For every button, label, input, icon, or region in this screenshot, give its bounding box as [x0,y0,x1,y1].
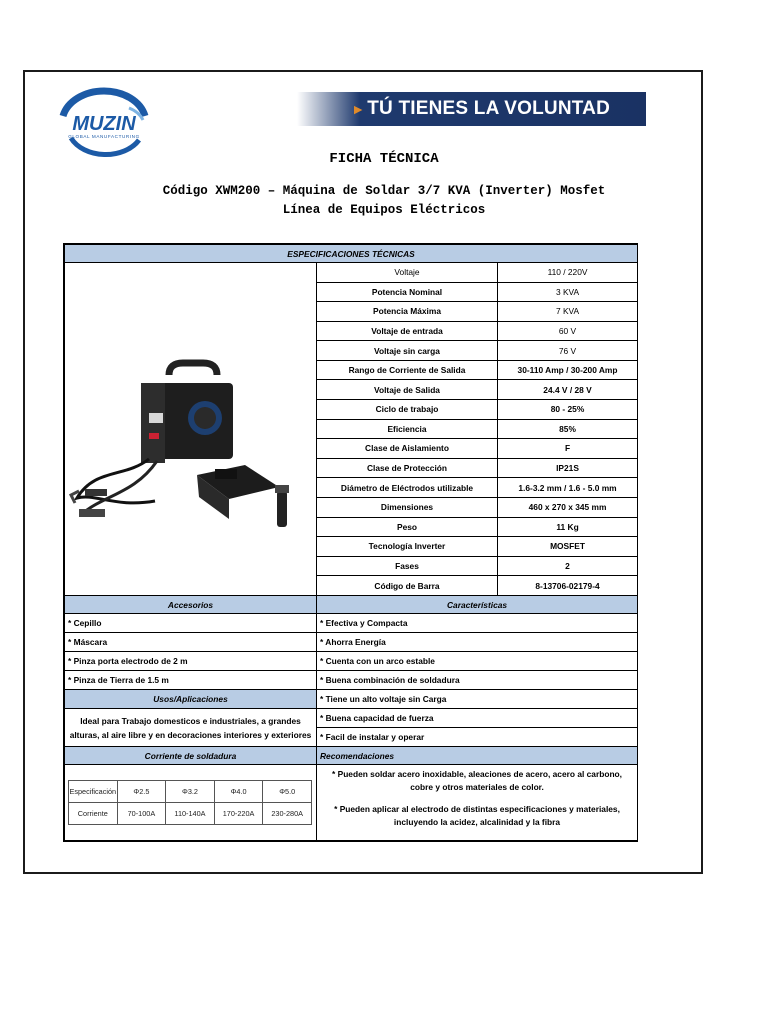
recomendaciones-header: Recomendaciones [317,747,638,765]
spec-label: Clase de Aislamiento [317,439,498,459]
corriente-cell: Corriente [69,803,118,825]
spec-value: 76 V [498,341,638,361]
spec-value: IP21S [498,458,638,478]
spec-value: 1.6-3.2 mm / 1.6 - 5.0 mm [498,478,638,498]
spec-label: Código de Barra [317,576,498,596]
spec-value: 80 - 25% [498,400,638,420]
accesorio-item: * Pinza porta electrodo de 2 m [65,652,317,671]
spec-label: Tecnología Inverter [317,537,498,557]
caracteristica-item: * Ahorra Energía [317,633,638,652]
spec-sheet [63,243,638,842]
spec-label: Fases [317,556,498,576]
spec-label: Clase de Protección [317,458,498,478]
spec-label: Voltaje de entrada [317,321,498,341]
corriente-cell: Φ2.5 [117,781,166,803]
spec-label: Voltaje de Salida [317,380,498,400]
spec-value: 7 KVA [498,302,638,322]
usos-text: Ideal para Trabajo domesticos e industriales, a grandes alturas, al aire libre y en decoraciones interiores y exteriores [65,709,317,747]
spec-label: Voltaje [317,263,498,283]
spec-value: 460 x 270 x 345 mm [498,497,638,517]
spec-value: 8-13706-02179-4 [498,576,638,596]
slogan-banner [297,92,646,126]
spec-label: Ciclo de trabajo [317,400,498,420]
corriente-cell: 170-220A [214,803,263,825]
usos-header: Usos/Aplicaciones [65,690,317,709]
corriente-cell: Φ5.0 [263,781,312,803]
spec-label: Dimensiones [317,497,498,517]
recomendaciones-cell [317,765,638,841]
spec-label: Peso [317,517,498,537]
caracteristica-item: * Tiene un alto voltaje sin Carga [317,690,638,709]
specs-header: ESPECIFICACIONES TÉCNICAS [65,245,638,263]
spec-label: Rango de Corriente de Salida [317,360,498,380]
corriente-table [68,780,312,825]
document-title: FICHA TÉCNICA [329,151,439,167]
product-line: Línea de Equipos Eléctricos [282,203,486,217]
spec-value: 30-110 Amp / 30-200 Amp [498,360,638,380]
caracteristica-item: * Efectiva y Compacta [317,614,638,633]
spec-value: 85% [498,419,638,439]
corriente-cell: Especificación [69,781,118,803]
caracteristica-item: * Buena capacidad de fuerza [317,709,638,728]
recomendacion-2: * Pueden aplicar al electrodo de distintas especificaciones y materiales, incluyendo la acidez, alcalinidad y la fibra [334,804,620,827]
caracteristica-item: * Cuenta con un arco estable [317,652,638,671]
recomendacion-1: * Pueden soldar acero inoxidable, aleaciones de acero, acero al carbono, cobre y otros materiales de color. [332,769,622,792]
spec-value: 60 V [498,321,638,341]
caracteristica-item: * Buena combinación de soldadura [317,671,638,690]
corriente-header: Corriente de soldadura [65,747,317,765]
spec-value: 110 / 220V [498,263,638,283]
corriente-cell: 230-280A [263,803,312,825]
spec-value: MOSFET [498,537,638,557]
accesorio-item: * Pinza de Tierra de 1.5 m [65,671,317,690]
brand-tagline: GLOBAL MANUFACTURING [68,134,140,139]
spec-label: Eficiencia [317,419,498,439]
spec-label: Potencia Nominal [317,282,498,302]
spec-label: Diámetro de Eléctrodos utilizable [317,478,498,498]
caracteristicas-header: Características [317,596,638,614]
brand-name: MUZIN [72,113,136,135]
spec-label: Voltaje sin carga [317,341,498,361]
spec-value: F [498,439,638,459]
accesorios-header: Accesorios [65,596,317,614]
accesorio-item: * Máscara [65,633,317,652]
caracteristica-item: * Facil de instalar y operar [317,728,638,747]
corriente-cell: 70-100A [117,803,166,825]
product-image-cell [65,263,317,596]
corriente-cell: Φ4.0 [214,781,263,803]
slogan-text: TÚ TIENES LA VOLUNTAD [367,98,610,119]
spec-value: 2 [498,556,638,576]
corriente-table-cell [65,765,317,841]
arrow-icon: ► [351,101,366,117]
spec-value: 11 Kg [498,517,638,537]
corriente-cell: 110-140A [166,803,215,825]
spec-value: 24.4 V / 28 V [498,380,638,400]
accesorio-item: * Cepillo [65,614,317,633]
corriente-cell: Φ3.2 [166,781,215,803]
product-title: Código XWM200 – Máquina de Soldar 3/7 KVA (Inverter) Mosfet [162,184,606,198]
spec-label: Potencia Máxima [317,302,498,322]
welder-image [65,263,316,595]
spec-value: 3 KVA [498,282,638,302]
